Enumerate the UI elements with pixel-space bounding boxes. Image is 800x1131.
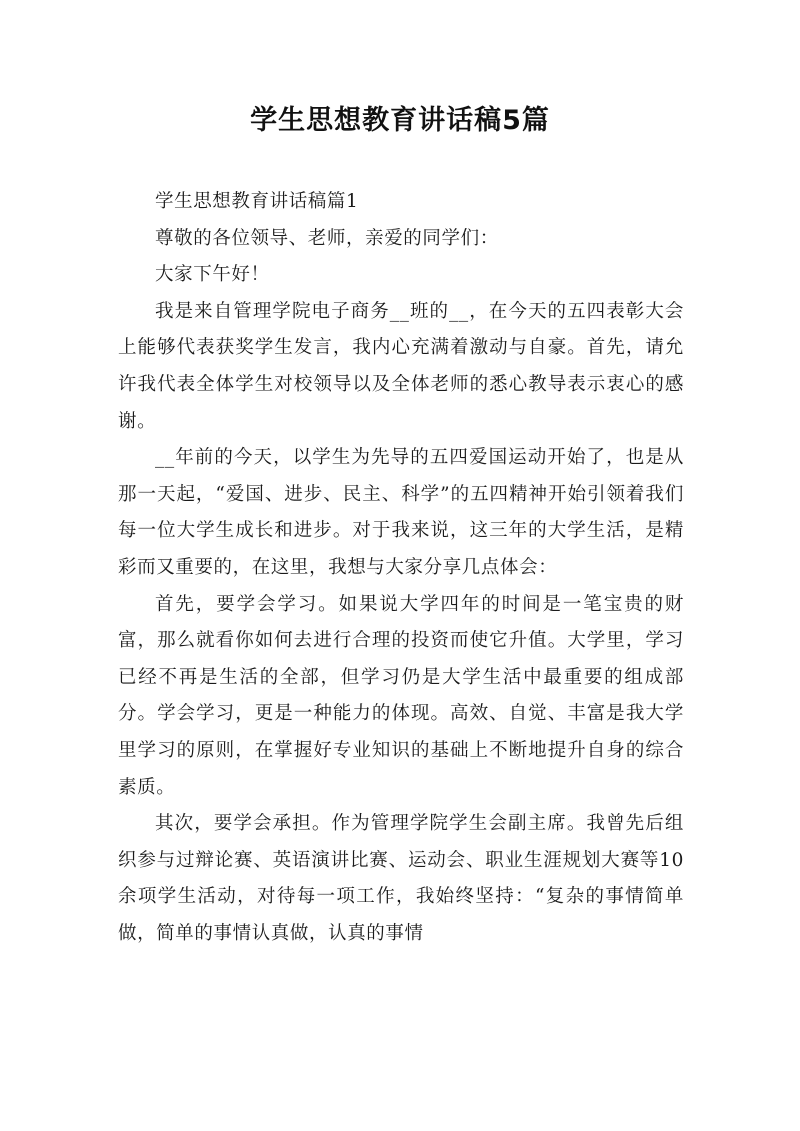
document-body bbox=[118, 184, 684, 952]
body-paragraph: 首先，要学会学习。如果说大学四年的时间是一笔宝贵的财富，那么就看你如何去进行合理的投资而使它升值。大学里，学习已经不再是生活的全部，但学习仍是大学生活中最重要的组成部分。学会学习，更是一种能力的体现。高效、自觉、丰富是我大学里学习的原则，在掌握好专业知识的基础上不断地提升自身的综合素质。 bbox=[118, 593, 684, 798]
section-heading: 学生思想教育讲话稿篇1 bbox=[155, 191, 359, 212]
salutation: 尊敬的各位领导、老师，亲爱的同学们： bbox=[155, 227, 499, 249]
greeting: 大家下午好！ bbox=[155, 264, 270, 286]
body-paragraph: 其次，要学会承担。作为管理学院学生会副主席。我曾先后组织参与过辩论赛、英语演讲比赛、运动会、职业生涯规划大赛等10余项学生活动，对待每一项工作，我始终坚持：“复杂的事情简单做，简单的事情认真做，认真的事情 bbox=[118, 813, 684, 944]
body-paragraph: __年前的今天，以学生为先导的五四爱国运动开始了，也是从那一天起，“爱国、进步、民主、科学”的五四精神开始引领着我们每一位大学生成长和进步。对于我来说，这三年的大学生活，是精彩而又重要的，在这里，我想与大家分享几点体会： bbox=[118, 447, 684, 578]
body-paragraph: 我是来自管理学院电子商务__班的__，在今天的五四表彰大会上能够代表获奖学生发言，我内心充满着激动与自豪。首先，请允许我代表全体学生对校领导以及全体老师的悉心教导表示衷心的感谢。 bbox=[118, 300, 684, 432]
document-title: 学生思想教育讲话稿5篇 bbox=[250, 105, 550, 136]
